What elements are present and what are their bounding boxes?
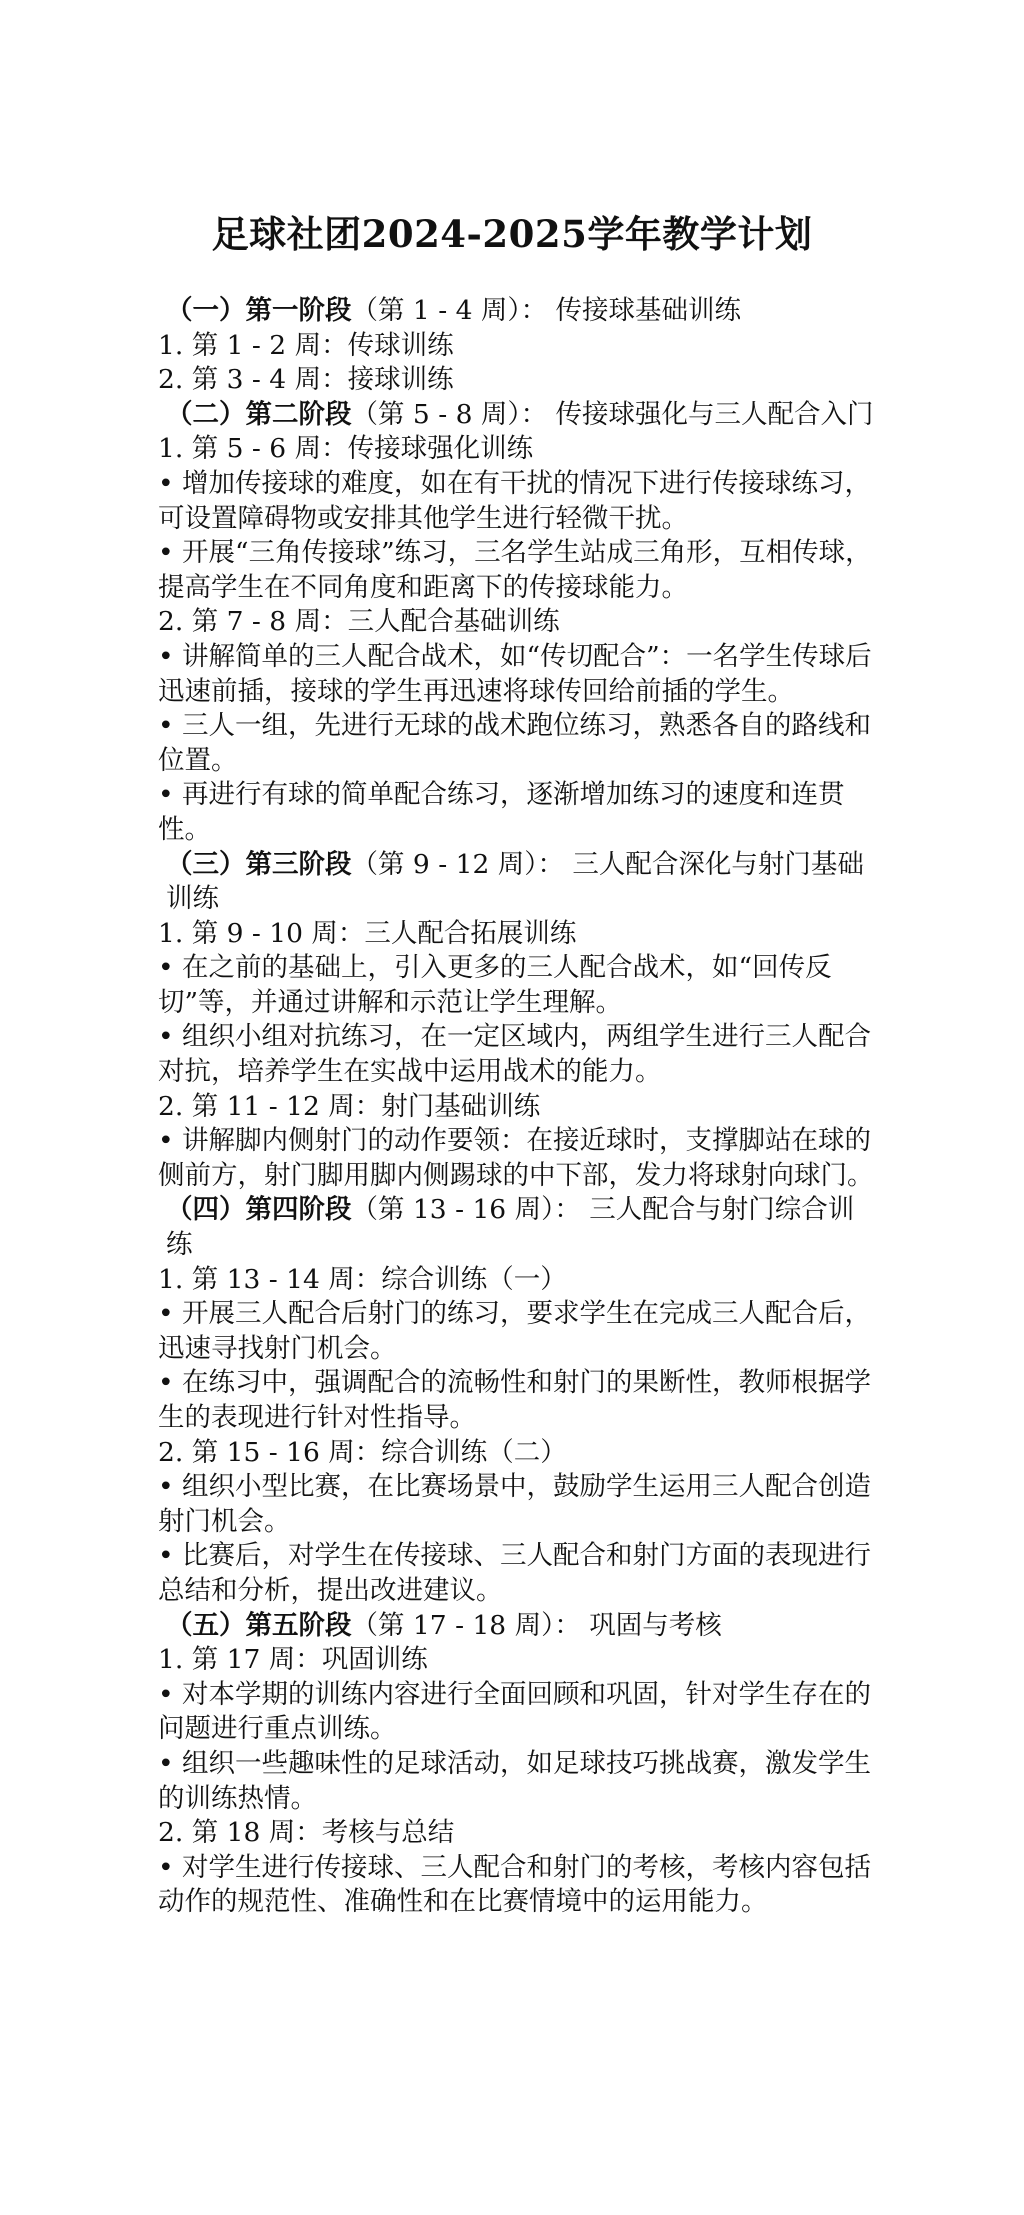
bullet-item: • 比赛后，对学生在传接球、三人配合和射门方面的表现进行总结和分析，提出改进建议。 xyxy=(158,1540,872,1606)
bullet-item: • 对学生进行传接球、三人配合和射门的考核，考核内容包括动作的规范性、准确性和在比赛情境中的运用能力。 xyxy=(158,1851,872,1918)
bullet-item: • 增加传接球的难度，如在有干扰的情况下进行传接球练习，可设置障碍物或安排其他学生进行轻微干扰。 xyxy=(158,467,872,534)
stage-description: （第 1 - 4 周）： 传接球基础训练 xyxy=(351,295,742,326)
week-heading: 1. 第 1 - 2 周：传球训练 xyxy=(158,329,454,361)
week-heading: 2. 第 3 - 4 周：接球训练 xyxy=(158,364,454,396)
bullet-item: • 讲解简单的三人配合战术，如“传切配合”：一名学生传球后迅速前插，接球的学生再迅速将球传回给前插的学生。 xyxy=(158,640,872,707)
bullet-item: • 组织小组对抗练习，在一定区域内，两组学生进行三人配合对抗，培养学生在实战中运用战术的能力。 xyxy=(158,1021,872,1088)
week-heading: 2. 第 18 周：考核与总结 xyxy=(158,1817,455,1849)
stage-name: （三）第三阶段 xyxy=(166,848,352,880)
document-body xyxy=(158,294,878,1920)
stage-description: （第 5 - 8 周）： 传接球强化与三人配合入门 xyxy=(351,398,874,430)
bullet-item: • 再进行有球的简单配合练习，逐渐增加练习的速度和连贯性。 xyxy=(158,779,845,845)
bullet-item: • 组织一些趣味性的足球活动，如足球技巧挑战赛，激发学生的训练热情。 xyxy=(158,1747,872,1814)
bullet-item: • 对本学期的训练内容进行全面回顾和巩固，针对学生存在的问题进行重点训练。 xyxy=(158,1678,872,1745)
stage-heading xyxy=(158,398,878,433)
stage-name: （五）第五阶段 xyxy=(166,1609,352,1641)
week-heading: 1. 第 13 - 14 周：综合训练（一） xyxy=(158,1263,567,1295)
stage-section xyxy=(158,848,878,1194)
stage-section xyxy=(158,1193,878,1608)
stage-description: （第 9 - 12 周）： 三人配合深化与射门基础训练 xyxy=(166,848,864,915)
stage-name: （二）第二阶段 xyxy=(166,398,352,430)
stage-heading xyxy=(158,1193,878,1262)
bullet-item: • 组织小型比赛，在比赛场景中，鼓励学生运用三人配合创造射门机会。 xyxy=(158,1471,872,1537)
bullet-item: • 在之前的基础上，引入更多的三人配合战术，如“回传反切”等，并通过讲解和示范让学生理解。 xyxy=(158,952,832,1018)
stage-section xyxy=(158,294,878,398)
stage-description: （第 17 - 18 周）： 巩固与考核 xyxy=(351,1609,722,1641)
stage-description: （第 13 - 16 周）： 三人配合与射门综合训练 xyxy=(166,1194,855,1261)
week-heading: 2. 第 11 - 12 周：射门基础训练 xyxy=(158,1090,541,1122)
stage-name: （四）第四阶段 xyxy=(166,1194,352,1226)
week-heading: 2. 第 7 - 8 周：三人配合基础训练 xyxy=(158,606,560,638)
stage-heading xyxy=(158,294,878,329)
bullet-item: • 在练习中，强调配合的流畅性和射门的果断性，教师根据学生的表现进行针对性指导。 xyxy=(158,1367,872,1433)
stage-section xyxy=(158,1609,878,1920)
week-heading: 1. 第 5 - 6 周：传接球强化训练 xyxy=(158,433,534,465)
stage-heading xyxy=(158,848,878,917)
stage-name: （一）第一阶段 xyxy=(166,295,352,326)
week-heading: 2. 第 15 - 16 周：综合训练（二） xyxy=(158,1436,567,1468)
bullet-item: • 开展“三角传接球”练习，三名学生站成三角形，互相传球，提高学生在不同角度和距离下的传接球能力。 xyxy=(158,537,872,603)
week-heading: 1. 第 17 周：巩固训练 xyxy=(158,1644,428,1676)
bullet-item: • 讲解脚内侧射门的动作要领：在接近球时，支撑脚站在球的侧前方，射门脚用脚内侧踢球的中下部，发力将球射向球门。 xyxy=(158,1125,874,1191)
document-title: 足球社团2024-2025学年教学计划 xyxy=(211,212,813,256)
bullet-item: • 三人一组，先进行无球的战术跑位练习，熟悉各自的路线和位置。 xyxy=(158,710,872,776)
week-heading: 1. 第 9 - 10 周：三人配合拓展训练 xyxy=(158,917,577,949)
stage-section xyxy=(158,398,878,848)
stage-heading xyxy=(158,1609,878,1644)
bullet-item: • 开展三人配合后射门的练习，要求学生在完成三人配合后，迅速寻找射门机会。 xyxy=(158,1298,872,1364)
